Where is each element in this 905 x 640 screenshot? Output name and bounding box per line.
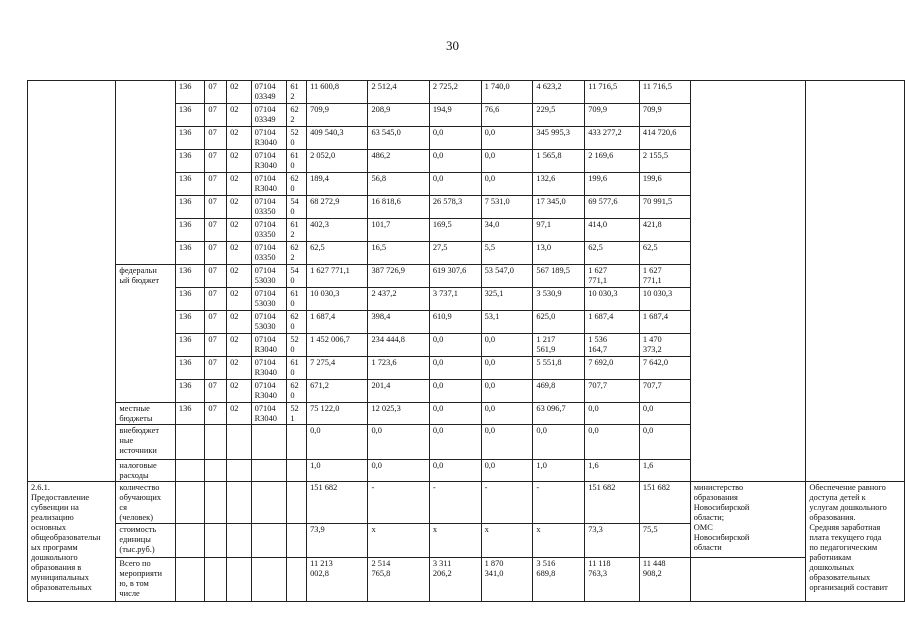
code-cell: 07104 R3040 bbox=[251, 380, 287, 403]
value-cell: 69 577,6 bbox=[585, 196, 640, 219]
code-cell: 136 bbox=[175, 242, 205, 265]
code-cell: 136 bbox=[175, 311, 205, 334]
code-cell bbox=[205, 460, 227, 482]
code-cell: 07 bbox=[205, 127, 227, 150]
value-cell: 76,6 bbox=[481, 104, 533, 127]
value-cell: x bbox=[429, 524, 481, 558]
code-cell: 07 bbox=[205, 173, 227, 196]
table-row bbox=[28, 482, 905, 524]
code-cell: 136 bbox=[175, 380, 205, 403]
value-cell: 0,0 bbox=[585, 403, 640, 425]
value-cell: 0,0 bbox=[481, 380, 533, 403]
budget-table bbox=[27, 80, 905, 602]
value-cell: 707,7 bbox=[639, 380, 690, 403]
value-cell: 234 444,8 bbox=[368, 334, 429, 357]
value-cell: 27,5 bbox=[429, 242, 481, 265]
value-cell: 486,2 bbox=[368, 150, 429, 173]
value-cell: 0,0 bbox=[307, 425, 368, 460]
value-cell: 387 726,9 bbox=[368, 265, 429, 288]
value-cell: 189,4 bbox=[307, 173, 368, 196]
code-cell: 02 bbox=[227, 219, 252, 242]
code-cell: 02 bbox=[227, 196, 252, 219]
value-cell: 0,0 bbox=[639, 403, 690, 425]
value-cell: 10 030,3 bbox=[307, 288, 368, 311]
blank-cell bbox=[690, 558, 806, 602]
code-cell bbox=[175, 425, 205, 460]
value-cell: 1 565,8 bbox=[533, 150, 585, 173]
code-cell: 02 bbox=[227, 265, 252, 288]
code-cell bbox=[227, 460, 252, 482]
value-cell: 709,9 bbox=[639, 104, 690, 127]
blank-cell bbox=[205, 558, 227, 602]
value-cell: 5 551,8 bbox=[533, 357, 585, 380]
value-cell: 1,6 bbox=[639, 460, 690, 482]
value-cell: 0,0 bbox=[481, 127, 533, 150]
blank-cell bbox=[205, 482, 227, 524]
value-cell: 0,0 bbox=[429, 173, 481, 196]
code-cell: 52 0 bbox=[287, 127, 307, 150]
code-cell: 136 bbox=[175, 81, 205, 104]
code-cell: 07 bbox=[205, 242, 227, 265]
value-cell: 16 818,6 bbox=[368, 196, 429, 219]
value-cell: 469,8 bbox=[533, 380, 585, 403]
value-cell: 70 991,5 bbox=[639, 196, 690, 219]
value-cell: 2 169,6 bbox=[585, 150, 640, 173]
value-cell: 2 514 765,8 bbox=[368, 558, 429, 602]
value-cell: 0,0 bbox=[368, 425, 429, 460]
blank-cell bbox=[175, 524, 205, 558]
blank-cell bbox=[227, 482, 252, 524]
source-label-offbudget: внебюджет ные источники bbox=[116, 425, 176, 460]
value-cell: 0,0 bbox=[429, 150, 481, 173]
code-cell: 07104 53030 bbox=[251, 265, 287, 288]
value-cell: 0,0 bbox=[481, 334, 533, 357]
value-cell: 75,5 bbox=[639, 524, 690, 558]
value-cell: 709,9 bbox=[307, 104, 368, 127]
value-cell: 68 272,9 bbox=[307, 196, 368, 219]
value-cell: - bbox=[533, 482, 585, 524]
value-cell: 63 096,7 bbox=[533, 403, 585, 425]
code-cell bbox=[227, 425, 252, 460]
value-cell: x bbox=[481, 524, 533, 558]
value-cell: 0,0 bbox=[639, 425, 690, 460]
value-cell: 11 213 002,8 bbox=[307, 558, 368, 602]
value-cell: 3 516 689,8 bbox=[533, 558, 585, 602]
code-cell: 61 0 bbox=[287, 357, 307, 380]
code-cell: 07 bbox=[205, 219, 227, 242]
value-cell: 1 217 561,9 bbox=[533, 334, 585, 357]
table-row bbox=[28, 558, 905, 602]
source-label-local: местные бюджеты bbox=[116, 403, 176, 425]
executor-cell: министерство образования Новосибирской области; ОМС Новосибирской области bbox=[690, 482, 806, 558]
code-cell: 07 bbox=[205, 311, 227, 334]
value-cell: 421,8 bbox=[639, 219, 690, 242]
code-cell: 52 0 bbox=[287, 334, 307, 357]
blank-cell bbox=[28, 81, 116, 482]
value-cell: 1 687,4 bbox=[307, 311, 368, 334]
value-cell: 1 536 164,7 bbox=[585, 334, 640, 357]
code-cell: 07104 03350 bbox=[251, 242, 287, 265]
value-cell: 208,9 bbox=[368, 104, 429, 127]
blank-cell bbox=[227, 558, 252, 602]
value-cell: 62,5 bbox=[307, 242, 368, 265]
value-cell: 0,0 bbox=[481, 173, 533, 196]
value-cell: 26 578,3 bbox=[429, 196, 481, 219]
value-cell: 34,0 bbox=[481, 219, 533, 242]
value-cell: 414,0 bbox=[585, 219, 640, 242]
code-cell: 07 bbox=[205, 104, 227, 127]
value-cell: 63 545,0 bbox=[368, 127, 429, 150]
value-cell: 0,0 bbox=[481, 460, 533, 482]
code-cell: 07104 R3040 bbox=[251, 357, 287, 380]
blank-cell bbox=[287, 558, 307, 602]
value-cell: 3 737,1 bbox=[429, 288, 481, 311]
value-cell: 2 437,2 bbox=[368, 288, 429, 311]
code-cell: 07 bbox=[205, 334, 227, 357]
value-cell: 16,5 bbox=[368, 242, 429, 265]
code-cell: 62 0 bbox=[287, 380, 307, 403]
value-cell: 11 448 908,2 bbox=[639, 558, 690, 602]
value-cell: 0,0 bbox=[533, 425, 585, 460]
value-cell: x bbox=[368, 524, 429, 558]
code-cell: 07104 R3040 bbox=[251, 334, 287, 357]
blank-cell bbox=[116, 81, 176, 265]
value-cell: 17 345,0 bbox=[533, 196, 585, 219]
value-cell: 10 030,3 bbox=[639, 288, 690, 311]
code-cell: 02 bbox=[227, 127, 252, 150]
code-cell: 61 0 bbox=[287, 150, 307, 173]
value-cell: 345 995,3 bbox=[533, 127, 585, 150]
blank-cell bbox=[806, 81, 905, 482]
value-cell: 3 311 206,2 bbox=[429, 558, 481, 602]
indicator-label: стоимость единицы (тыс.руб.) bbox=[116, 524, 176, 558]
value-cell: 2 512,4 bbox=[368, 81, 429, 104]
value-cell: x bbox=[533, 524, 585, 558]
code-cell: 62 0 bbox=[287, 311, 307, 334]
value-cell: - bbox=[481, 482, 533, 524]
value-cell: 199,6 bbox=[585, 173, 640, 196]
page-number: 30 bbox=[446, 38, 459, 53]
code-cell: 62 0 bbox=[287, 173, 307, 196]
value-cell: 0,0 bbox=[429, 425, 481, 460]
value-cell: 0,0 bbox=[481, 150, 533, 173]
value-cell: - bbox=[429, 482, 481, 524]
code-cell: 07 bbox=[205, 357, 227, 380]
code-cell: 07104 53030 bbox=[251, 288, 287, 311]
item-code-name: 2.6.1. Предоставление субвенции на реализацию основных общеобразовательн ых программ дошкольного образования в муниципальных образовательных bbox=[28, 482, 116, 602]
code-cell: 07 bbox=[205, 150, 227, 173]
code-cell: 62 2 bbox=[287, 104, 307, 127]
source-label-federal: федеральн ый бюджет bbox=[116, 265, 176, 403]
value-cell: 3 530,9 bbox=[533, 288, 585, 311]
code-cell: 07104 R3040 bbox=[251, 150, 287, 173]
value-cell: 610,9 bbox=[429, 311, 481, 334]
result-cell: Обеспечение равного доступа детей к услугам дошкольного образования. Средняя заработная плата текущего года по педагогическим работникам дошкольных образовательных организаций составит bbox=[806, 482, 905, 602]
value-cell: 56,8 bbox=[368, 173, 429, 196]
value-cell: 7 642,0 bbox=[639, 357, 690, 380]
value-cell: 709,9 bbox=[585, 104, 640, 127]
code-cell: 61 2 bbox=[287, 81, 307, 104]
value-cell: 7 692,0 bbox=[585, 357, 640, 380]
code-cell: 07 bbox=[205, 288, 227, 311]
code-cell: 07104 R3040 bbox=[251, 403, 287, 425]
code-cell: 07 bbox=[205, 265, 227, 288]
value-cell: 325,1 bbox=[481, 288, 533, 311]
code-cell: 136 bbox=[175, 357, 205, 380]
value-cell: 414 720,6 bbox=[639, 127, 690, 150]
indicator-label: количество обучающих ся (человек) bbox=[116, 482, 176, 524]
code-cell: 02 bbox=[227, 104, 252, 127]
value-cell: 201,4 bbox=[368, 380, 429, 403]
code-cell: 02 bbox=[227, 81, 252, 104]
code-cell: 07104 R3040 bbox=[251, 127, 287, 150]
value-cell: 619 307,6 bbox=[429, 265, 481, 288]
value-cell: 1 687,4 bbox=[585, 311, 640, 334]
value-cell: 75 122,0 bbox=[307, 403, 368, 425]
code-cell: 61 2 bbox=[287, 219, 307, 242]
code-cell: 07104 03350 bbox=[251, 196, 287, 219]
code-cell: 07104 03349 bbox=[251, 81, 287, 104]
value-cell: 11 118 763,3 bbox=[585, 558, 640, 602]
value-cell: 11 716,5 bbox=[639, 81, 690, 104]
code-cell: 07104 03349 bbox=[251, 104, 287, 127]
blank-cell bbox=[175, 558, 205, 602]
blank-cell bbox=[287, 482, 307, 524]
value-cell: 567 189,5 bbox=[533, 265, 585, 288]
code-cell: 136 bbox=[175, 288, 205, 311]
code-cell bbox=[251, 425, 287, 460]
value-cell: 97,1 bbox=[533, 219, 585, 242]
code-cell: 61 0 bbox=[287, 288, 307, 311]
value-cell: 7 275,4 bbox=[307, 357, 368, 380]
code-cell: 07104 03350 bbox=[251, 219, 287, 242]
value-cell: 0,0 bbox=[429, 357, 481, 380]
code-cell: 07 bbox=[205, 380, 227, 403]
value-cell: 0,0 bbox=[429, 460, 481, 482]
value-cell: 1 470 373,2 bbox=[639, 334, 690, 357]
code-cell: 136 bbox=[175, 334, 205, 357]
value-cell: 0,0 bbox=[429, 127, 481, 150]
value-cell: 13,0 bbox=[533, 242, 585, 265]
table-row bbox=[28, 81, 905, 104]
value-cell: 2 725,2 bbox=[429, 81, 481, 104]
value-cell: 671,2 bbox=[307, 380, 368, 403]
code-cell bbox=[287, 425, 307, 460]
value-cell: 73,9 bbox=[307, 524, 368, 558]
value-cell: 398,4 bbox=[368, 311, 429, 334]
value-cell: 1,0 bbox=[307, 460, 368, 482]
blank-cell bbox=[175, 482, 205, 524]
code-cell: 02 bbox=[227, 357, 252, 380]
code-cell: 02 bbox=[227, 242, 252, 265]
value-cell: 0,0 bbox=[481, 357, 533, 380]
blank-cell bbox=[287, 524, 307, 558]
value-cell: 1 627 771,1 bbox=[585, 265, 640, 288]
value-cell: 1,0 bbox=[533, 460, 585, 482]
value-cell: 101,7 bbox=[368, 219, 429, 242]
blank-cell bbox=[251, 482, 287, 524]
value-cell: 53,1 bbox=[481, 311, 533, 334]
source-label-tax: налоговые расходы bbox=[116, 460, 176, 482]
value-cell: 433 277,2 bbox=[585, 127, 640, 150]
blank-cell bbox=[690, 81, 806, 482]
code-cell: 07 bbox=[205, 196, 227, 219]
code-cell: 02 bbox=[227, 380, 252, 403]
value-cell: 1 723,6 bbox=[368, 357, 429, 380]
value-cell: 0,0 bbox=[429, 380, 481, 403]
code-cell: 02 bbox=[227, 150, 252, 173]
code-cell: 07 bbox=[205, 403, 227, 425]
value-cell: 0,0 bbox=[429, 334, 481, 357]
code-cell: 02 bbox=[227, 311, 252, 334]
value-cell: 0,0 bbox=[429, 403, 481, 425]
value-cell: 151 682 bbox=[307, 482, 368, 524]
code-cell: 136 bbox=[175, 196, 205, 219]
value-cell: 1 687,4 bbox=[639, 311, 690, 334]
code-cell bbox=[287, 460, 307, 482]
value-cell: 2 155,5 bbox=[639, 150, 690, 173]
value-cell: 12 025,3 bbox=[368, 403, 429, 425]
code-cell: 136 bbox=[175, 173, 205, 196]
value-cell: 151 682 bbox=[639, 482, 690, 524]
value-cell: 1 870 341,0 bbox=[481, 558, 533, 602]
code-cell: 02 bbox=[227, 403, 252, 425]
value-cell: 11 600,8 bbox=[307, 81, 368, 104]
code-cell: 54 0 bbox=[287, 196, 307, 219]
code-cell: 52 1 bbox=[287, 403, 307, 425]
value-cell: 625,0 bbox=[533, 311, 585, 334]
code-cell: 07 bbox=[205, 81, 227, 104]
code-cell: 02 bbox=[227, 173, 252, 196]
value-cell: 2 052,0 bbox=[307, 150, 368, 173]
value-cell: 1 452 006,7 bbox=[307, 334, 368, 357]
code-cell: 136 bbox=[175, 265, 205, 288]
code-cell: 54 0 bbox=[287, 265, 307, 288]
value-cell: 194,9 bbox=[429, 104, 481, 127]
value-cell: 1 627 771,1 bbox=[639, 265, 690, 288]
value-cell: 53 547,0 bbox=[481, 265, 533, 288]
code-cell bbox=[251, 460, 287, 482]
value-cell: 409 540,3 bbox=[307, 127, 368, 150]
code-cell: 02 bbox=[227, 288, 252, 311]
value-cell: 62,5 bbox=[639, 242, 690, 265]
value-cell: 73,3 bbox=[585, 524, 640, 558]
value-cell: 0,0 bbox=[585, 425, 640, 460]
value-cell: 1,6 bbox=[585, 460, 640, 482]
value-cell: 151 682 bbox=[585, 482, 640, 524]
code-cell: 07104 R3040 bbox=[251, 173, 287, 196]
value-cell: 132,6 bbox=[533, 173, 585, 196]
indicator-label: Всего по мероприяти ю, в том числе bbox=[116, 558, 176, 602]
code-cell: 07104 53030 bbox=[251, 311, 287, 334]
value-cell: 0,0 bbox=[481, 425, 533, 460]
value-cell: 62,5 bbox=[585, 242, 640, 265]
value-cell: 169,5 bbox=[429, 219, 481, 242]
value-cell: 1 627 771,1 bbox=[307, 265, 368, 288]
code-cell: 136 bbox=[175, 403, 205, 425]
blank-cell bbox=[251, 524, 287, 558]
code-cell: 136 bbox=[175, 150, 205, 173]
blank-cell bbox=[205, 524, 227, 558]
value-cell: - bbox=[368, 482, 429, 524]
code-cell: 136 bbox=[175, 219, 205, 242]
value-cell: 4 623,2 bbox=[533, 81, 585, 104]
value-cell: 402,3 bbox=[307, 219, 368, 242]
code-cell: 02 bbox=[227, 334, 252, 357]
value-cell: 199,6 bbox=[639, 173, 690, 196]
value-cell: 707,7 bbox=[585, 380, 640, 403]
value-cell: 1 740,0 bbox=[481, 81, 533, 104]
value-cell: 11 716,5 bbox=[585, 81, 640, 104]
code-cell bbox=[175, 460, 205, 482]
value-cell: 0,0 bbox=[481, 403, 533, 425]
blank-cell bbox=[227, 524, 252, 558]
value-cell: 10 030,3 bbox=[585, 288, 640, 311]
code-cell bbox=[205, 425, 227, 460]
value-cell: 7 531,0 bbox=[481, 196, 533, 219]
value-cell: 0,0 bbox=[368, 460, 429, 482]
code-cell: 136 bbox=[175, 104, 205, 127]
value-cell: 5,5 bbox=[481, 242, 533, 265]
value-cell: 229,5 bbox=[533, 104, 585, 127]
blank-cell bbox=[251, 558, 287, 602]
code-cell: 136 bbox=[175, 127, 205, 150]
code-cell: 62 2 bbox=[287, 242, 307, 265]
